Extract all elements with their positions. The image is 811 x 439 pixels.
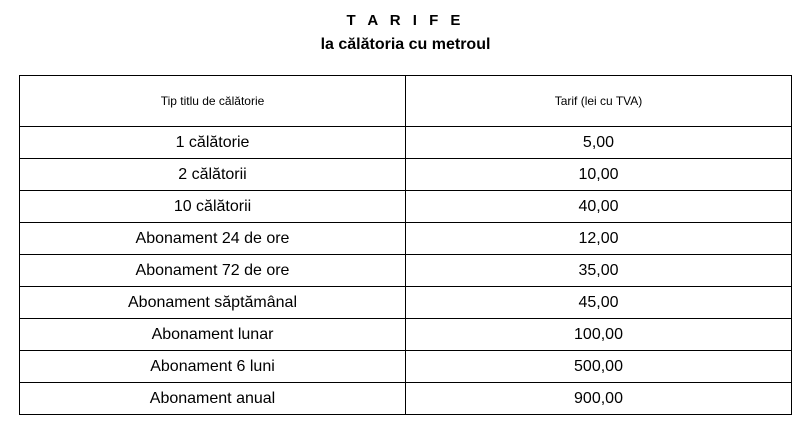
column-header-price: Tarif (lei cu TVA) bbox=[406, 76, 792, 127]
ticket-type-cell: Abonament 6 luni bbox=[20, 351, 406, 383]
ticket-type-cell: Abonament lunar bbox=[20, 319, 406, 351]
table-row bbox=[20, 159, 792, 191]
column-header-ticket-type: Tip titlu de călătorie bbox=[20, 76, 406, 127]
table-row bbox=[20, 287, 792, 319]
price-cell: 500,00 bbox=[406, 351, 792, 383]
document-subtitle: la călătoria cu metroul bbox=[320, 36, 491, 53]
table-row bbox=[20, 351, 792, 383]
table-row bbox=[20, 383, 792, 415]
ticket-type-cell: Abonament 24 de ore bbox=[20, 223, 406, 255]
table-header-row bbox=[20, 76, 792, 127]
tariff-table bbox=[19, 75, 792, 415]
price-cell: 35,00 bbox=[406, 255, 792, 287]
table-row bbox=[20, 191, 792, 223]
price-cell: 100,00 bbox=[406, 319, 792, 351]
ticket-type-cell: 1 călătorie bbox=[20, 127, 406, 159]
price-cell: 900,00 bbox=[406, 383, 792, 415]
ticket-type-cell: Abonament anual bbox=[20, 383, 406, 415]
table-row bbox=[20, 319, 792, 351]
ticket-type-cell: Abonament săptămânal bbox=[20, 287, 406, 319]
ticket-type-cell: Abonament 72 de ore bbox=[20, 255, 406, 287]
price-cell: 10,00 bbox=[406, 159, 792, 191]
price-cell: 45,00 bbox=[406, 287, 792, 319]
price-cell: 12,00 bbox=[406, 223, 792, 255]
table-row bbox=[20, 255, 792, 287]
table-row bbox=[20, 127, 792, 159]
price-cell: 5,00 bbox=[406, 127, 792, 159]
ticket-type-cell: 10 călătorii bbox=[20, 191, 406, 223]
table-row bbox=[20, 223, 792, 255]
document-title: T A R I F E bbox=[346, 12, 465, 29]
price-cell: 40,00 bbox=[406, 191, 792, 223]
ticket-type-cell: 2 călătorii bbox=[20, 159, 406, 191]
